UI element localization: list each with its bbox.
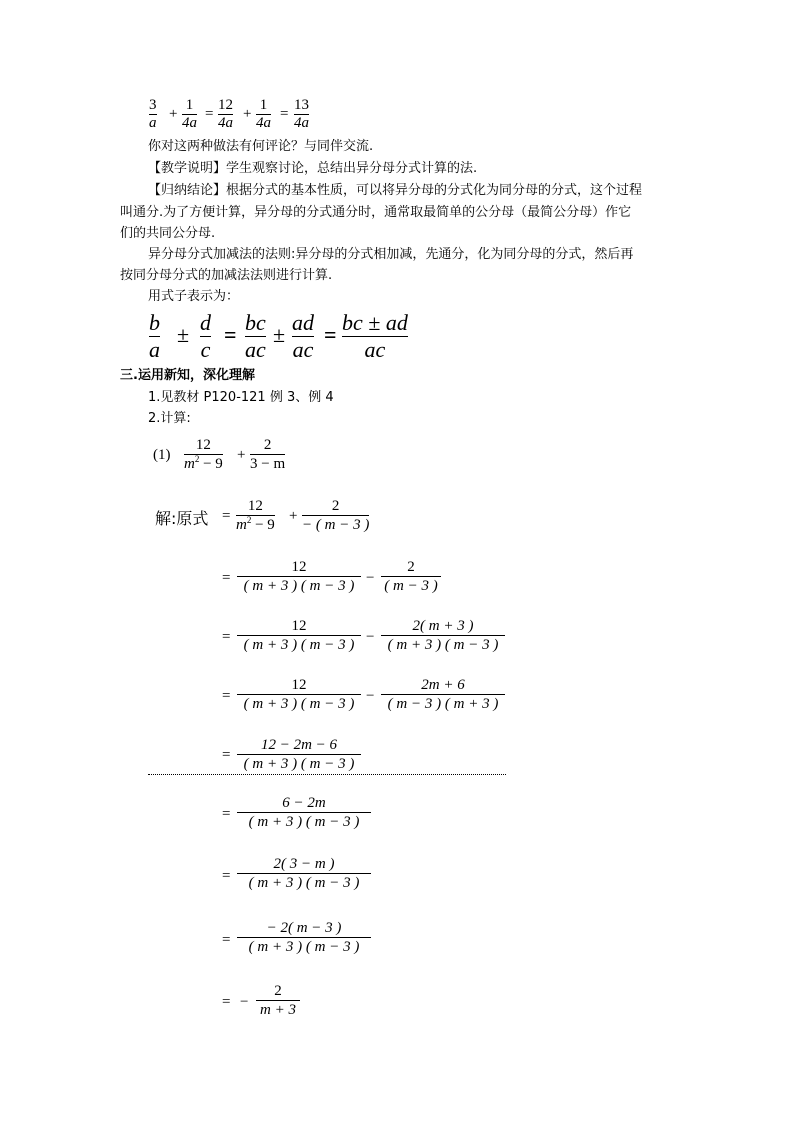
equals-sign: = bbox=[222, 868, 231, 884]
fraction: 12 ( m + 3 ) ( m − 3 ) bbox=[237, 676, 361, 713]
section-heading: 三.运用新知，深化理解 bbox=[120, 368, 255, 383]
fraction: 13 4a bbox=[294, 97, 309, 131]
fraction: 12 ( m + 3 ) ( m − 3 ) bbox=[237, 558, 361, 595]
equals-sign: = bbox=[222, 932, 231, 948]
equals-sign: = bbox=[222, 806, 231, 822]
fraction: 2 − ( m − 3 ) bbox=[302, 498, 370, 533]
equals-sign: = bbox=[222, 508, 231, 524]
plus-sign: + bbox=[169, 106, 178, 122]
plus-sign: + bbox=[289, 508, 298, 524]
paragraph-conclusion-line2: 叫通分.为了方便计算，异分母的分式通分时，通常取最简单的公分母（最简公分母）作它 bbox=[120, 205, 632, 220]
plus-minus-sign: ± bbox=[273, 322, 286, 347]
solution-prefix: 解:原式 bbox=[155, 509, 209, 528]
fraction: − 2( m − 3 ) ( m + 3 ) ( m − 3 ) bbox=[237, 919, 371, 956]
paragraph-discussion: 你对这两种做法有何评论？与同伴交流. bbox=[148, 139, 374, 154]
plus-sign: + bbox=[237, 447, 246, 463]
plus-minus-sign: ± bbox=[177, 322, 190, 347]
fraction: 2m + 6 ( m − 3 ) ( m + 3 ) bbox=[381, 676, 505, 713]
paragraph-formula-intro: 用式子表示为： bbox=[148, 289, 240, 304]
fraction: 12 4a bbox=[218, 97, 233, 131]
fraction: 12 $m^2 - 9$ bbox=[184, 437, 223, 472]
fraction: 2 3 − m bbox=[250, 437, 286, 472]
list-item: 2.计算: bbox=[148, 411, 191, 426]
equals-sign: = bbox=[222, 570, 231, 586]
minus-sign: − bbox=[366, 688, 375, 704]
fraction: 6 − 2m ( m + 3 ) ( m − 3 ) bbox=[237, 794, 371, 831]
fraction: 2( 3 − m ) ( m + 3 ) ( m − 3 ) bbox=[237, 855, 371, 892]
fraction: b a bbox=[149, 310, 160, 362]
fraction: 2( m + 3 ) ( m + 3 ) ( m − 3 ) bbox=[381, 617, 505, 654]
fraction: d c bbox=[200, 310, 211, 362]
fraction: 1 4a bbox=[256, 97, 271, 131]
minus-sign: − bbox=[366, 570, 375, 586]
list-item: 1.见教材 P120-121 例 3、例 4 bbox=[148, 390, 334, 405]
paragraph-rule-line1: 异分母分式加减法的法则:异分母的分式相加减，先通分，化为同分母的分式，然后再 bbox=[148, 247, 634, 262]
paragraph-conclusion-line1: 【归纳结论】根据分式的基本性质，可以将异分母的分式化为同分母的分式，这个过程 bbox=[148, 183, 643, 198]
equals-sign: = bbox=[222, 994, 231, 1010]
equals-sign: = bbox=[280, 106, 289, 122]
fraction: 12 − 2m − 6 ( m + 3 ) ( m − 3 ) bbox=[237, 736, 361, 773]
fraction: bc ± ad ac bbox=[342, 310, 408, 362]
equals-sign: = bbox=[205, 106, 214, 122]
paragraph-teaching-note: 【教学说明】学生观察讨论，总结出异分母分式计算的法. bbox=[148, 161, 478, 176]
minus-sign: − bbox=[240, 994, 249, 1010]
equals-sign: = bbox=[222, 629, 231, 645]
plus-sign: + bbox=[243, 106, 252, 122]
paragraph-rule-line2: 按同分母分式的加减法法则进行计算. bbox=[120, 268, 333, 283]
fraction: 2 ( m − 3 ) bbox=[381, 558, 441, 595]
fraction: 1 4a bbox=[182, 97, 197, 131]
page-break-divider bbox=[148, 774, 506, 775]
problem-label: (1) bbox=[153, 447, 171, 463]
equals-sign: = bbox=[324, 322, 337, 347]
fraction: ad ac bbox=[292, 310, 314, 362]
fraction: bc ac bbox=[245, 310, 266, 362]
equals-sign: = bbox=[222, 688, 231, 704]
fraction: 3 a bbox=[149, 97, 157, 131]
equals-sign: = bbox=[222, 747, 231, 763]
fraction: 12 $m^2 - 9$ bbox=[236, 498, 275, 533]
equals-sign: = bbox=[224, 322, 237, 347]
fraction: 12 ( m + 3 ) ( m − 3 ) bbox=[237, 617, 361, 654]
paragraph-conclusion-line3: 们的共同公分母. bbox=[120, 226, 216, 241]
fraction: 2 m + 3 bbox=[256, 982, 300, 1019]
minus-sign: − bbox=[366, 629, 375, 645]
